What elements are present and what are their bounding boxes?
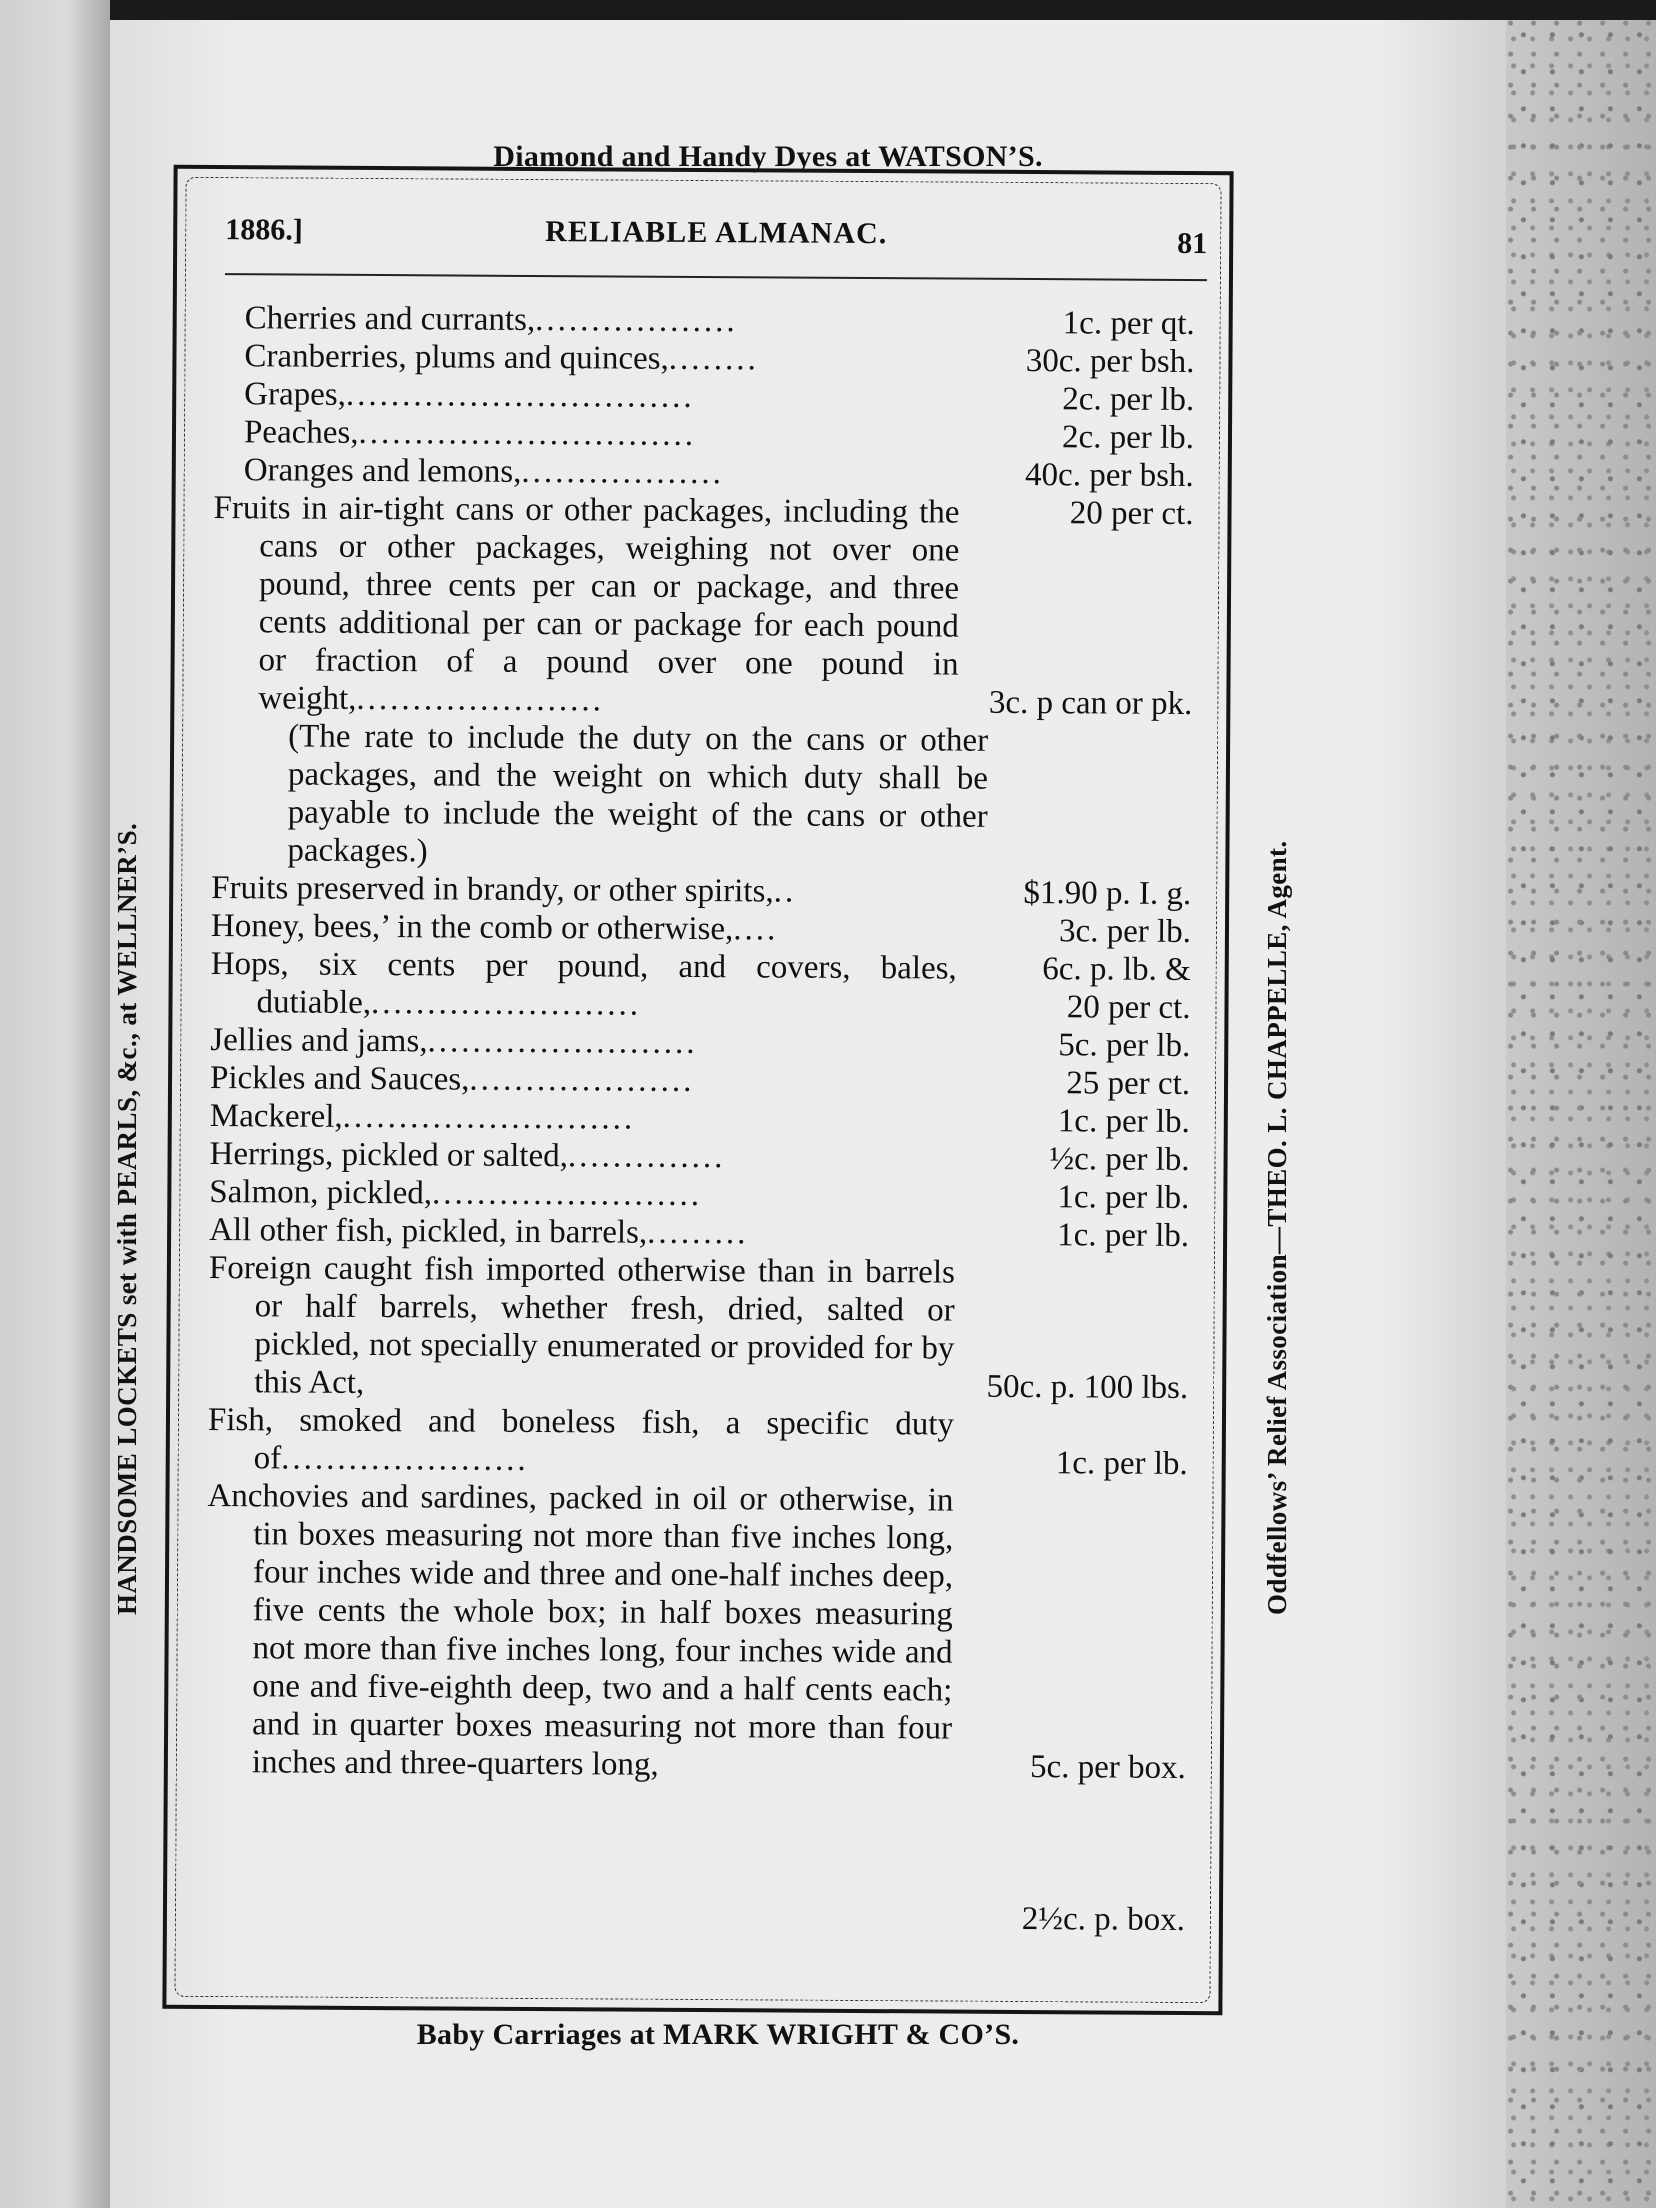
footer-advertisement: Baby Carriages at MARK WRIGHT & CO’S.: [416, 2018, 1020, 2051]
entry-rate: 40c. per bsh.: [1025, 456, 1194, 495]
entry-rate: 6c. p. lb. &: [1042, 951, 1191, 989]
entry-text: Oranges and lemons,: [243, 452, 522, 490]
leader-dots: ...............................: [345, 376, 695, 415]
tariff-entry: [210, 1059, 1190, 1103]
entry-rate: ½c. per lb.: [1049, 1141, 1190, 1179]
tariff-entry: [210, 1097, 1190, 1141]
leader-dots: ........: [668, 340, 759, 378]
entry-text: Fruits in air-tight cans or other packages, including the cans or other packages, weighing not over one pound, three cents per can or package, and three cents additional per can or package for each pound or fraction of a pound over one pound in weight,: [213, 490, 960, 717]
entry-rate: 5c. per box.: [1029, 1749, 1186, 1786]
tariff-entry: [210, 945, 1190, 1027]
entry-rate: 1c. per lb.: [1057, 1217, 1190, 1255]
page-frame: [162, 165, 1233, 2015]
entry-rate: 20 per ct.: [1066, 989, 1191, 1027]
left-margin-advertisement: HANDSOME LOCKETS set with PEARLS, &c., at WELLNER’S.: [112, 822, 142, 1615]
entry-text: All other fish, pickled, in barrels,: [209, 1212, 648, 1251]
entry-rate: 1c. per qt.: [1062, 305, 1195, 343]
running-head-year: 1886.]: [225, 213, 303, 247]
leader-dots: ..: [773, 873, 797, 910]
tariff-entry: [210, 1021, 1190, 1065]
entry-rate: 1c. per lb.: [1055, 1445, 1188, 1482]
tariff-entry: [215, 299, 1195, 343]
leader-dots: .........: [647, 1214, 749, 1252]
entry-rate: 3c. per lb.: [1058, 913, 1192, 951]
tariff-list: [206, 299, 1195, 1938]
tariff-entry: [214, 375, 1194, 419]
entry-text: (The rate to include the duty on the cans or other packages, and the weight on which duty shall be payable to include the weight of the cans or other packages.): [287, 718, 989, 870]
tariff-entry: [208, 1249, 1189, 1407]
right-margin-advertisement: Oddfellows’ Relief Association—THEO. L. CHAPPELLE, Agent.: [1262, 840, 1292, 1615]
tariff-entry: [208, 1401, 1188, 1483]
entry-rate: 1c. per lb.: [1057, 1179, 1190, 1217]
entry-rate: 25 per ct.: [1066, 1065, 1191, 1103]
leader-dots: ......................: [281, 1440, 529, 1478]
entry-text: Salmon, pickled,: [209, 1174, 433, 1212]
entry-text: Peaches,: [243, 414, 359, 451]
tariff-entry: [211, 869, 1191, 913]
entry-rate: 30c. per bsh.: [1025, 342, 1195, 381]
entry-rate: 2c. per lb.: [1062, 381, 1195, 419]
entry-rate: 2c. per lb.: [1061, 419, 1195, 457]
entry-rate: 20 per ct.: [1069, 495, 1194, 533]
leader-dots: ....: [733, 911, 779, 948]
entry-text: Herrings, pickled or salted,: [209, 1136, 569, 1175]
facing-page-edge: [0, 0, 110, 2208]
entry-rate: 50c. p. 100 lbs.: [986, 1368, 1189, 1406]
entry-rate: 5c. per lb.: [1058, 1027, 1191, 1065]
page-edge-foxing: [1506, 20, 1656, 2208]
leader-dots: ......................: [356, 680, 605, 719]
running-head-title: RELIABLE ALMANAC.: [545, 215, 888, 251]
tariff-entry: [214, 451, 1194, 495]
entry-text: Honey, bees,’ in the comb or otherwise,: [210, 908, 734, 948]
entry-text: Grapes,: [244, 376, 347, 413]
leader-dots: ........................: [427, 1023, 698, 1061]
leader-dots: ..................: [521, 453, 725, 492]
leader-dots: ..........................: [342, 1098, 636, 1137]
tariff-entry: [209, 1135, 1189, 1179]
entry-text: Jellies and jams,: [210, 1022, 428, 1060]
tariff-entry: [209, 1211, 1189, 1255]
tariff-entry: [209, 1173, 1189, 1217]
entry-text: Fruits preserved in brandy, or other spirits,: [211, 870, 774, 910]
leader-dots: ..............................: [358, 414, 697, 453]
tariff-entry: [206, 1477, 1188, 1938]
tariff-entry: [214, 413, 1194, 457]
tariff-entry: [212, 489, 1193, 723]
running-head: [225, 213, 1207, 269]
page-number: 81: [1177, 226, 1208, 261]
entry-rate: $1.90 p. I. g.: [1023, 874, 1192, 913]
entry-rate: 1c. per lb.: [1057, 1103, 1190, 1141]
entry-text: Cranberries, plums and quinces,: [244, 338, 669, 377]
entry-text: Pickles and Sauces,: [209, 1060, 470, 1098]
leader-dots: ....................: [469, 1061, 695, 1099]
tariff-entry: [211, 907, 1191, 951]
leader-dots: ........................: [431, 1175, 703, 1214]
entry-rate: 3c. p can or pk.: [988, 684, 1193, 723]
entry-text: Foreign caught fish imported otherwise than in barrels or half barrels, whether fresh, dried, salted or pickled, not specially enumerated or provided for by this Act,: [208, 1250, 955, 1401]
tariff-note: [211, 717, 1192, 875]
leader-dots: ..............: [567, 1138, 726, 1176]
entry-text: Cherries and currants,: [244, 300, 536, 338]
entry-text: Hops, six cents per pound, and covers, bales, dutiable,: [210, 946, 957, 1022]
entry-text: Mackerel,: [209, 1098, 343, 1135]
leader-dots: ........................: [370, 985, 642, 1023]
entry-text: Anchovies and sardines, packed in oil or otherwise, in tin boxes measuring not more than five inches long, four inches wide and three and one-half inches deep, five cents the whole box; in half boxes measuring not more than five inches long, four inches wide and one and five-eighth deep, two and a half cents each; and in quarter boxes measuring not more than four inches and three-quarters long,: [207, 1478, 954, 1783]
entry-rate: 2½c. p. box.: [1021, 1900, 1186, 1938]
tariff-entry: [214, 337, 1194, 381]
leader-dots: ..................: [535, 301, 738, 340]
entry-text: Fish, smoked and boneless fish, a specific duty of: [207, 1402, 955, 1477]
header-advertisement: Diamond and Handy Dyes at WATSON’S.: [493, 140, 1043, 173]
